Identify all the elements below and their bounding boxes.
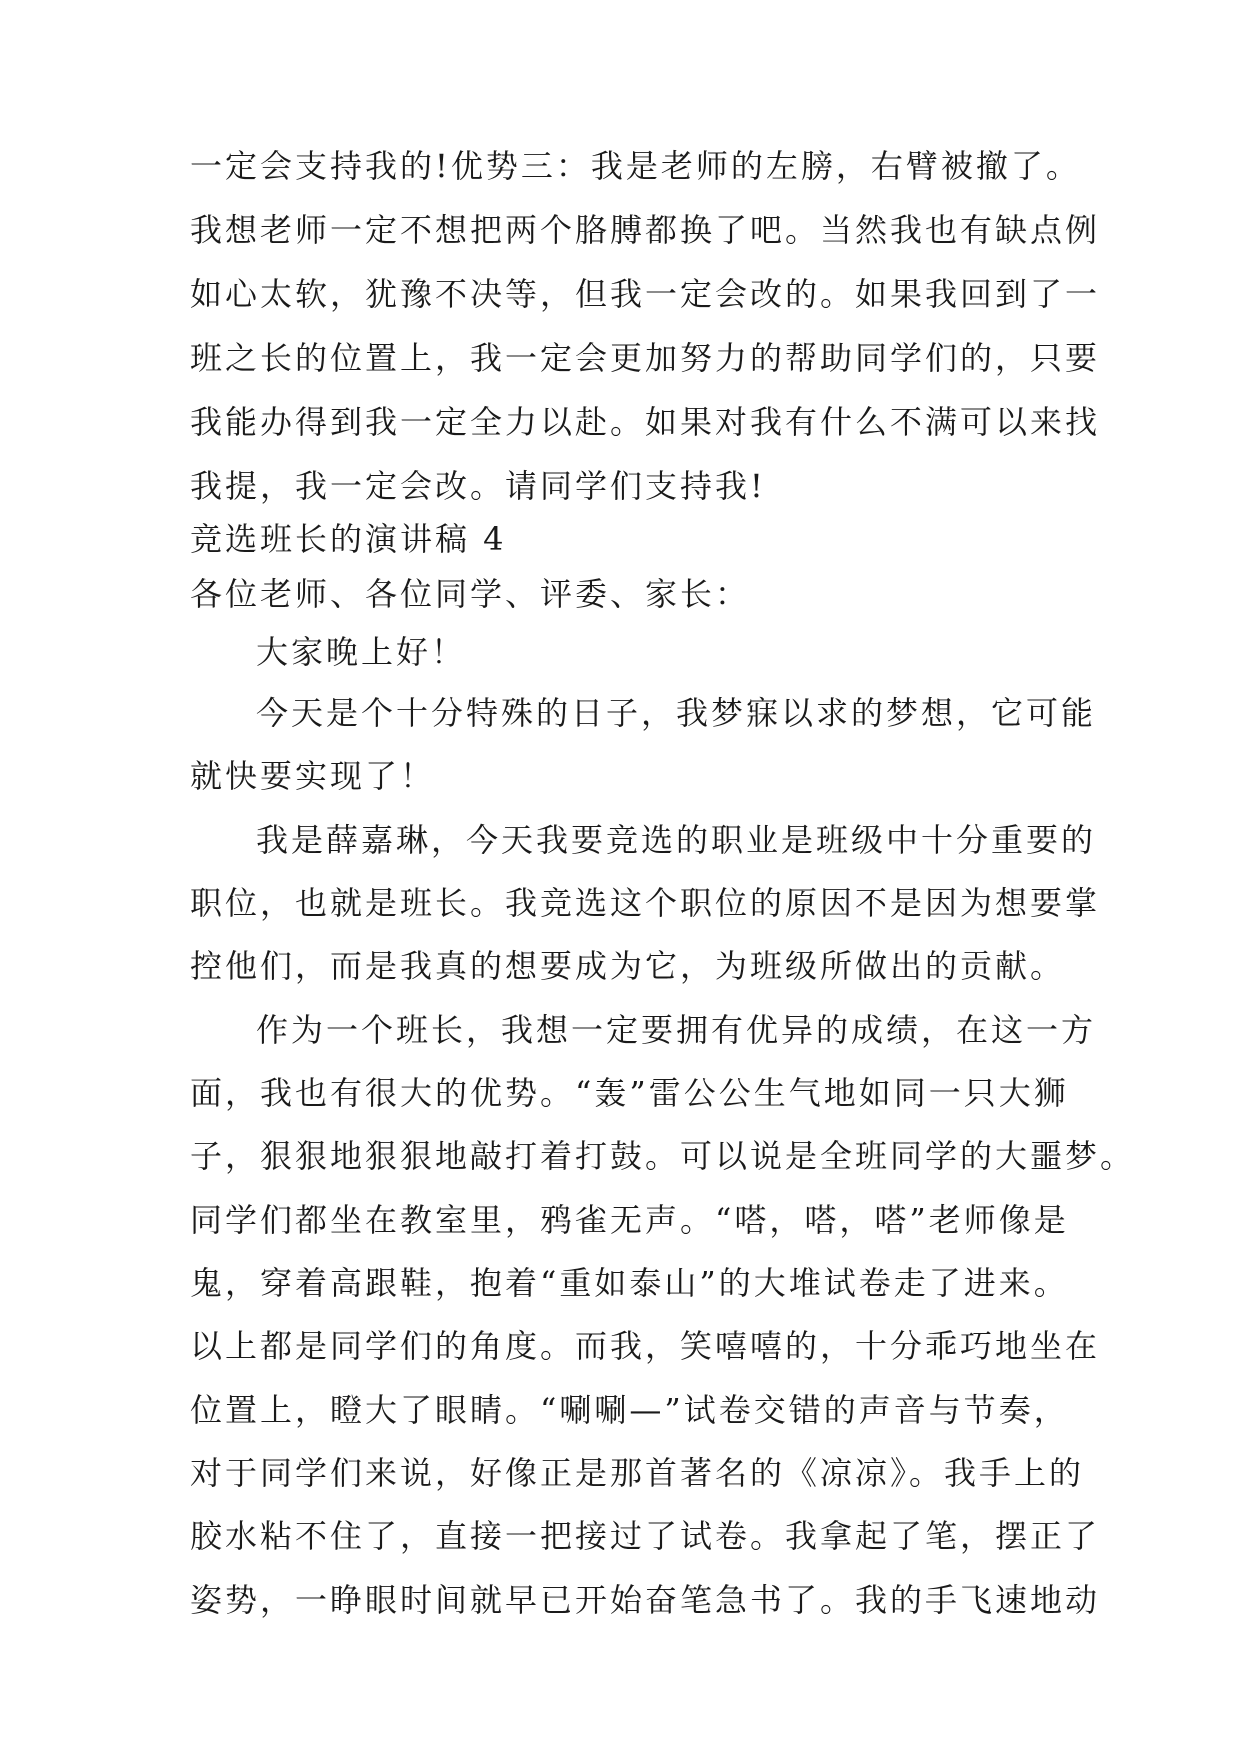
text-line: 我是薛嘉琳，今天我要竞选的职业是班级中十分重要的	[256, 821, 1097, 859]
text-line: 子，狠狠地狠狠地敲打着打鼓。可以说是全班同学的大噩梦。	[190, 1137, 1136, 1175]
text-line: 就快要实现了！	[190, 757, 436, 795]
text-line: 以上都是同学们的角度。而我，笑嘻嘻的，十分乖巧地坐在	[190, 1327, 1101, 1365]
text-line: 我想老师一定不想把两个胳膊都换了吧。当然我也有缺点例	[190, 211, 1101, 249]
text-line: 我提，我一定会改。请同学们支持我!	[190, 467, 766, 505]
text-line: 职位，也就是班长。我竞选这个职位的原因不是因为想要掌	[190, 884, 1101, 922]
text-line: 控他们，而是我真的想要成为它，为班级所做出的贡献。	[190, 947, 1066, 985]
text-line: 一定会支持我的!优势三：我是老师的左膀，右臂被撤了。	[190, 147, 1081, 185]
text-line: 作为一个班长，我想一定要拥有优异的成绩，在这一方	[256, 1011, 1097, 1049]
salutation: 各位老师、各位同学、评委、家长：	[190, 575, 751, 613]
text-line: 同学们都坐在教室里，鸦雀无声。“嗒，嗒，嗒”老师像是	[190, 1201, 1069, 1239]
text-line: 我能办得到我一定全力以赴。如果对我有什么不满可以来找	[190, 403, 1101, 441]
text-line: 面，我也有很大的优势。“轰”雷公公生气地如同一只大狮	[190, 1074, 1069, 1112]
greeting: 大家晚上好！	[256, 633, 467, 671]
text-line: 位置上，瞪大了眼睛。“唰唰—”试卷交错的声音与节奏，	[190, 1391, 1069, 1429]
text-line: 今天是个十分特殊的日子，我梦寐以求的梦想，它可能	[256, 694, 1097, 732]
text-line: 班之长的位置上，我一定会更加努力的帮助同学们的，只要	[190, 339, 1101, 377]
text-line: 胶水粘不住了，直接一把接过了试卷。我拿起了笔，摆正了	[190, 1517, 1101, 1555]
text-line: 对于同学们来说，好像正是那首著名的《凉凉》。我手上的	[190, 1454, 1085, 1492]
section-heading: 竞选班长的演讲稿 4	[190, 520, 507, 558]
text-line: 姿势，一睁眼时间就早已开始奋笔急书了。我的手飞速地动	[190, 1581, 1101, 1619]
text-line: 如心太软，犹豫不决等，但我一定会改的。如果我回到了一	[190, 275, 1101, 313]
text-line: 鬼，穿着高跟鞋，抱着“重如泰山”的大堆试卷走了进来。	[190, 1264, 1069, 1302]
